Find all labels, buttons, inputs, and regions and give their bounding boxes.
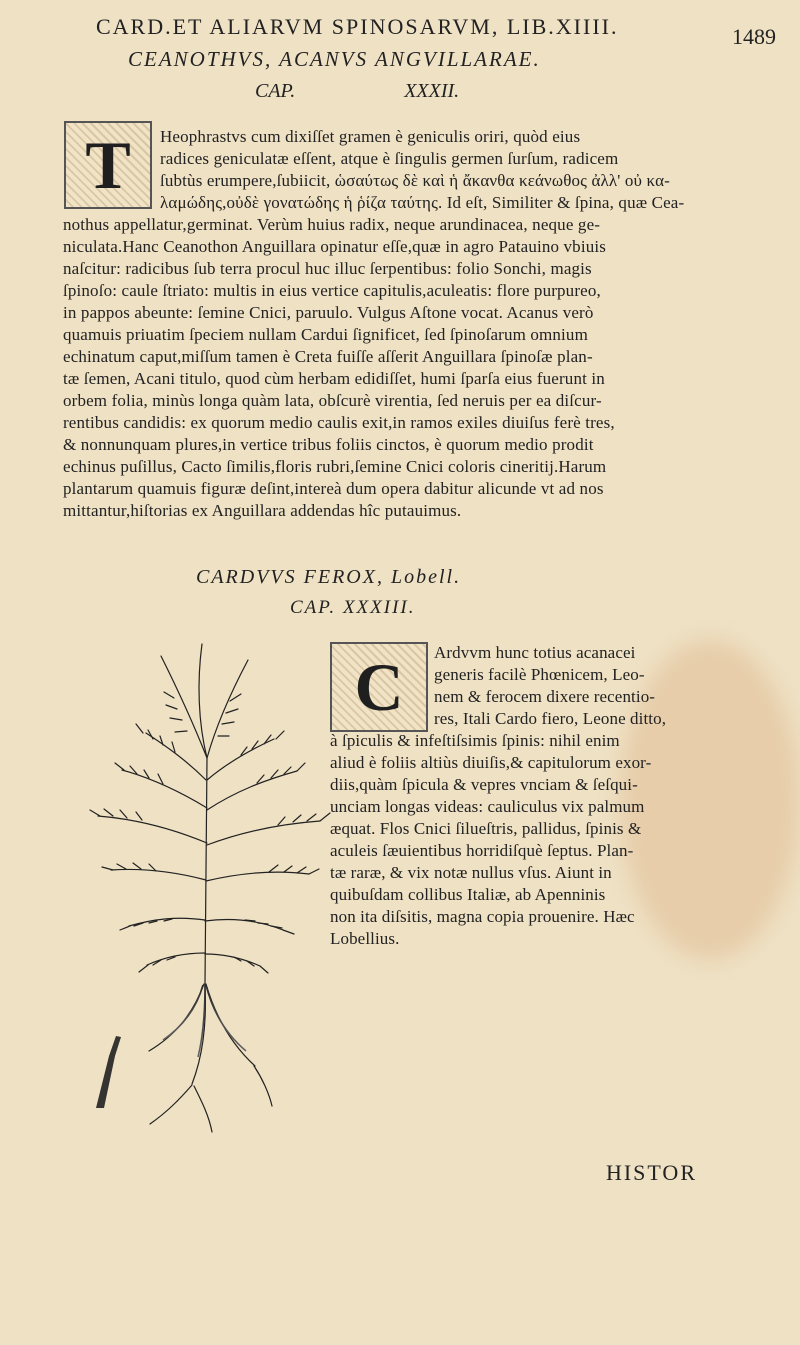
drop-cap-c-icon: C [330,642,428,732]
section-one-line: radices geniculatæ eſſent, atque è ſingulis germen ſurſum, radicem [160,149,619,168]
section-two-line: nem & ferocem dixere recentio- [434,687,656,706]
section-two-cap-number: XXXIII. [342,597,416,618]
section-one-line: in pappos abeunte: ſemine Cnici, paruulo. Vulgus Aſtone vocat. Acanus verò [63,303,594,322]
section-one-line: ſpinoſo: caule ſtriato: multis in eius vertice capitulis,aculeatis: flore purpureo, [63,281,601,300]
section-two-line: non ita diſsitis, magna copia prouenire. Hæc [330,907,635,926]
section-two-cap-word: CAP. [290,597,337,618]
section-two-line: generis facilè Phœnicem, Leo- [434,665,645,684]
page-number: 1489 [732,24,776,49]
section-one-line: naſcitur: radicibus ſub terra procul huc illuc ſerpentibus: folio Sonchi, magis [63,259,592,278]
section-one-line: orbem folia, minùs longa quàm lata, obſcurè virentia, ſed neruis per ea diſcur- [63,391,602,410]
section-two-line: quibuſdam collibus Italiæ, ab Apenninis [330,885,606,904]
section-two-line: unciam longas videas: cauliculus vix palmum [330,797,645,816]
section-one-line: λαμώδης,οὐδὲ γονατώδης ἡ ῥίζα ταύτης. Id eſt, Similiter & ſpina, quæ Cea- [160,193,685,212]
section-one-line: ſubtùs erumpere,ſubiicit, ὡσαύτως δὲ καὶ ἡ ἄκανθα κεάνωθος ἀλλ' οὐ κα- [160,171,670,190]
section-one-line: niculata.Hanc Ceanothon Anguillara opinatur eſſe,quæ in agro Patauino vbiuis [63,237,606,256]
drop-cap-t-icon: T [64,121,152,209]
section-two-line: tæ raræ, & vix notæ nullus vſus. Aiunt in [330,863,612,882]
section-two-title: CARDVVS FEROX, Lobell. [196,566,462,588]
section-one-line: Heophrastvs cum dixiſſet gramen è geniculis oriri, quòd eius [160,127,581,146]
section-one-line: & nonnunquam plures,in vertice tribus foliis cinctos, è quorum medio prodit [63,435,594,454]
thistle-woodcut [66,638,342,1133]
section-two-line: Ardvvm hunc totius acanacei [434,643,636,662]
section-one-line: mittantur,hiſtorias ex Anguillara addendas hîc putauimus. [63,501,462,520]
section-one-cap-number: XXXII. [404,80,460,102]
section-two-cap-label [290,597,416,619]
section-one-line: echinus puſillus, Cacto ſimilis,floris rubri,ſemine Cnici coloris cineritij.Harum [63,457,607,476]
section-two-line: diis,quàm ſpicula & vepres vnciam & ſeſqui- [330,775,638,794]
running-head: CARD.ET ALIARVM SPINOSARVM, LIB.XIIII. [96,14,619,39]
section-two-line: aliud è foliis altiùs diuiſis,& capitulorum exor- [330,753,652,772]
section-one-line: tæ ſemen, Acani titulo, quod cùm herbam edidiſſet, humi ſparſa eius fuerunt in [63,369,605,388]
section-one-line: rentibus candidis: ex quorum medio caulis exit,in ramos exiles diuiſus ferè tres, [63,413,615,432]
section-two-line: res, Itali Cardo fiero, Leone ditto, [434,709,667,728]
section-two-line: Lobellius. [330,929,400,948]
section-one-title: CEANOTHVS, ACANVS ANGVILLARAE. [128,47,541,71]
section-one-line: nothus appellatur,germinat. Verùm huius radix, neque arundinacea, neque ge- [63,215,601,234]
section-two-line: æquat. Flos Cnici ſilueſtris, pallidus, ſpinis & [330,819,642,838]
section-two-line: aculeis ſæuientibus horridiſquè ſeptus. Plan- [330,841,634,860]
section-one-line: plantarum quamuis figuræ deſint,intereà dum opera dabitur alicunde vt ad nos [63,479,604,498]
catchword: HISTOR [605,1160,697,1185]
section-one-text [63,126,713,522]
section-two-line: à ſpiculis & infeſtiſsimis ſpinis: nihil enim [330,731,620,750]
section-two-text [330,642,710,950]
thistle-illustration [66,638,342,1133]
section-one-cap-label [255,80,459,103]
section-one-line: echinatum caput,miſſum tamen è Creta fuiſſe aſſerit Anguillara ſpinoſæ plan- [63,347,593,366]
section-one-cap-word: CAP. [255,80,296,102]
section-one-line: quamuis priuatim ſpeciem nullam Cardui ſignificet, ſed ſpinoſarum omnium [63,325,588,344]
